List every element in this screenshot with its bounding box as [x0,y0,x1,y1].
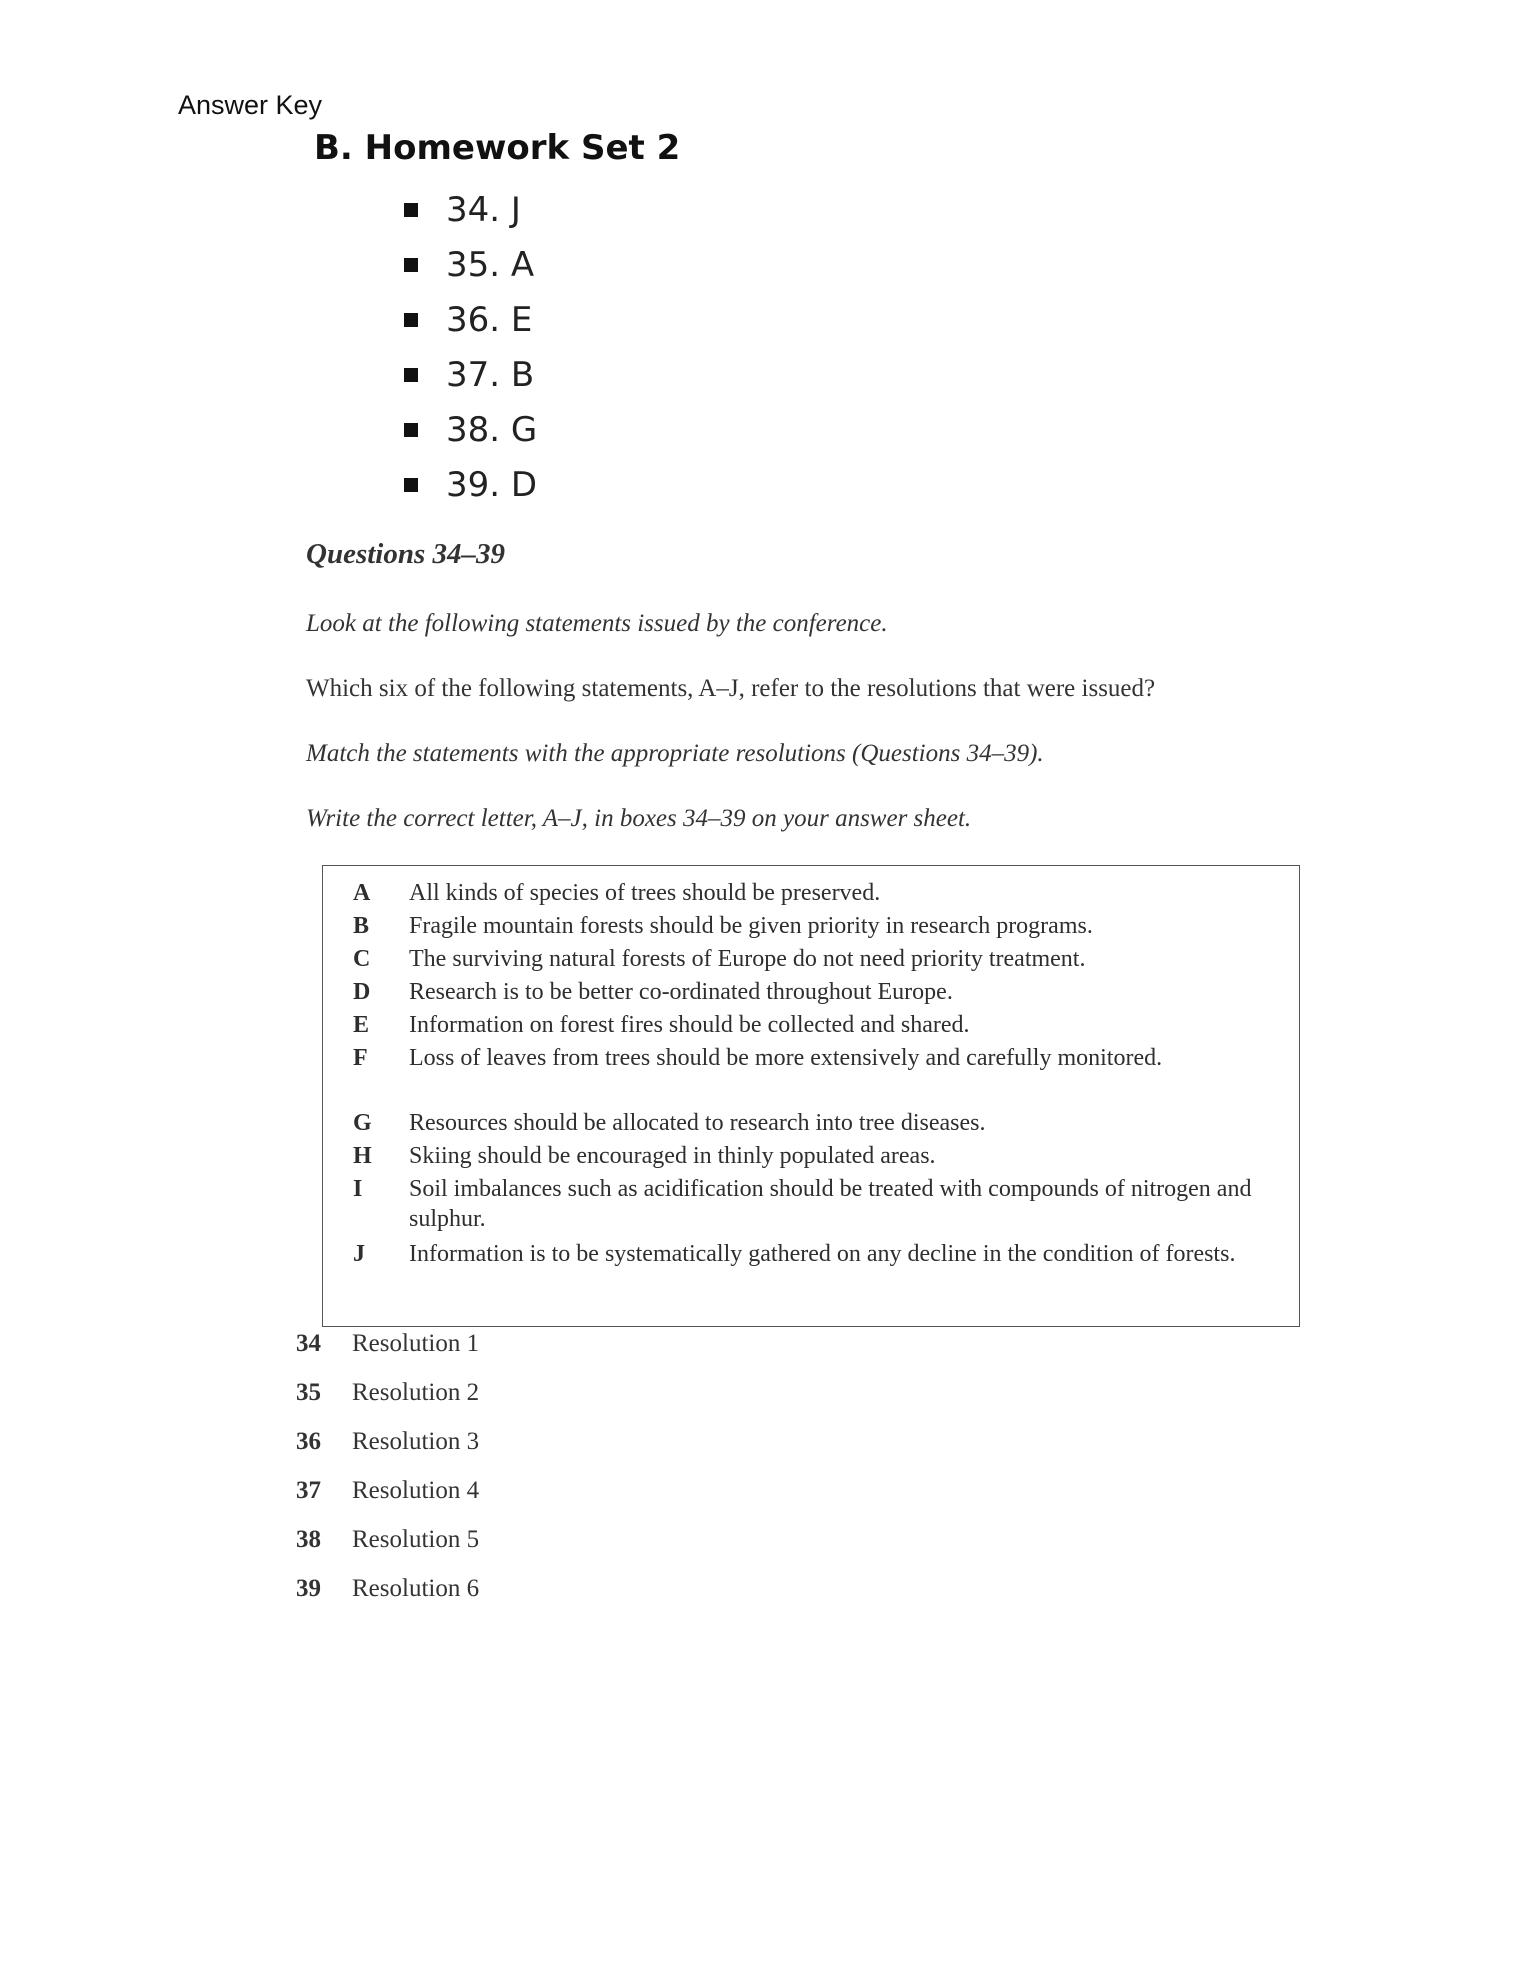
answer-item [404,402,537,457]
question-heading: Questions 34–39 [306,538,506,570]
square-bullet-icon [404,313,418,327]
answer-text: 36. E [446,299,533,340]
question-number: 37 [296,1477,321,1504]
question-number: 34 [296,1330,321,1357]
statement-letter: F [353,1045,368,1071]
resolution-row [296,1330,479,1358]
answer-item [404,347,537,402]
statement-letter: G [353,1110,372,1136]
statement-letter: I [353,1176,363,1202]
resolution-row [296,1379,479,1407]
statement-text: Skiing should be encouraged in thinly populated areas. [409,1143,936,1169]
statements-box [322,865,1300,1327]
statement-text: All kinds of species of trees should be preserved. [409,880,881,906]
resolution-label: Resolution 1 [352,1330,480,1357]
statement-text: Loss of leaves from trees should be more extensively and carefully monitored. [409,1045,1163,1071]
statement-text: Soil imbalances such as acidification should be treated with compounds of nitrogen and sulphur. [409,1176,1252,1232]
resolution-row [296,1526,479,1554]
statement-row [353,1239,1269,1269]
statement-row [353,1141,1269,1171]
instruction-line: Match the statements with the appropriate resolutions (Questions 34–39). [306,740,1044,767]
answer-text: 37. B [446,354,535,395]
resolution-label: Resolution 3 [352,1428,480,1455]
statement-text: Research is to be better co-ordinated throughout Europe. [409,979,953,1005]
square-bullet-icon [404,423,418,437]
statement-row [353,1010,1269,1040]
answer-text: 34. J [446,189,521,230]
resolution-row [296,1477,479,1505]
statement-letter: J [353,1241,365,1267]
statement-row [353,977,1269,1007]
answer-text: 39. D [446,464,538,505]
answer-item [404,292,537,347]
resolution-row [296,1575,479,1603]
answer-item [404,237,537,292]
resolution-label: Resolution 2 [352,1379,480,1406]
resolution-label: Resolution 6 [352,1575,480,1602]
answer-item [404,457,537,512]
instruction-line: Which six of the following statements, A–J, refer to the resolutions that were issued? [306,675,1156,702]
question-number: 35 [296,1379,321,1406]
square-bullet-icon [404,478,418,492]
statement-text: Information on forest fires should be collected and shared. [409,1012,970,1038]
statement-letter: D [353,979,371,1005]
answer-list [404,182,537,512]
question-number: 36 [296,1428,321,1455]
resolution-label: Resolution 5 [352,1526,480,1553]
statement-row [353,878,1269,908]
statement-row [353,911,1269,941]
section-title: B. Homework Set 2 [314,128,681,168]
resolution-row [296,1428,479,1456]
statement-text: Resources should be allocated to research into tree diseases. [409,1110,986,1136]
statement-letter: H [353,1143,372,1169]
instruction-line: Look at the following statements issued by the conference. [306,610,888,637]
header-label: Answer Key [178,90,323,120]
statement-letter: E [353,1012,370,1038]
instruction-line: Write the correct letter, A–J, in boxes 34–39 on your answer sheet. [306,805,972,832]
square-bullet-icon [404,258,418,272]
square-bullet-icon [404,203,418,217]
resolution-label: Resolution 4 [352,1477,480,1504]
answer-text: 35. A [446,244,535,285]
answer-text: 38. G [446,409,538,450]
statement-row [353,1043,1269,1073]
statement-letter: C [353,946,371,972]
square-bullet-icon [404,368,418,382]
question-number: 39 [296,1575,321,1602]
statement-text: Information is to be systematically gathered on any decline in the condition of forests. [409,1241,1236,1267]
statement-row [353,1108,1269,1138]
question-number: 38 [296,1526,321,1553]
statement-letter: B [353,913,370,939]
answer-item [404,182,537,237]
statement-letter: A [353,880,371,906]
statement-text: Fragile mountain forests should be given priority in research programs. [409,913,1093,939]
statement-text: The surviving natural forests of Europe do not need priority treatment. [409,946,1086,972]
statement-row [353,1174,1269,1234]
statement-row [353,944,1269,974]
